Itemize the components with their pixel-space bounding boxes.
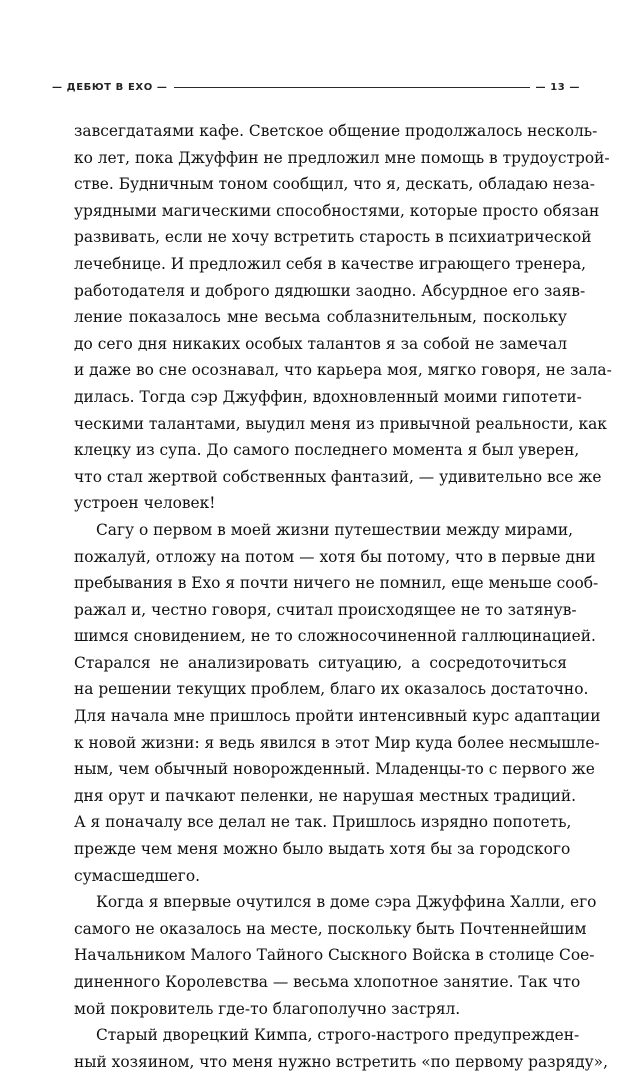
text-line: Когда я впервые очутился в доме сэра Джуффина Халли, его [96, 893, 597, 912]
text-line: устроен человек! [74, 494, 216, 513]
text-line: лечебнице. И предложил себя в качестве играющего тренера, [74, 254, 587, 273]
text-line: Начальником Малого Тайного Сыскного Войска в столице Сое- [74, 946, 595, 965]
text-line: к новой жизни: я ведь явился в этот Мир куда более несмышле- [74, 733, 600, 752]
text-line: А я поначалу все делал не так. Пришлось изрядно попотеть, [74, 813, 572, 832]
text-line: самого не оказалось на месте, поскольку быть Почтеннейшим [74, 919, 587, 938]
text-line: Для начала мне пришлось пройти интенсивный курс адаптации [74, 707, 601, 726]
text-line: дилась. Тогда сэр Джуффин, вдохновленный моими гипотети- [74, 387, 582, 406]
text-line: до сего дня никаких особых талантов я за собой не замечал [74, 334, 567, 353]
text-line: шимся сновидением, не то сложносочиненной галлюцинацией. [74, 627, 596, 646]
text-line: ным, чем обычный новорожденный. Младенцы-то с первого же [74, 760, 595, 779]
paragraph [74, 118, 612, 517]
paragraph [74, 889, 597, 1022]
text-line: пребывания в Ехо я почти ничего не помнил, еще меньше сооб- [74, 574, 599, 593]
text-line: работодателя и доброго дядюшки заодно. Абсурдное его заяв- [74, 281, 586, 300]
text-line: ческими талантами, выудил меня из привычной реальности, как [74, 414, 607, 433]
text-line: мой покровитель где-то благополучно застрял. [74, 999, 461, 1018]
text-line: Старался не анализировать ситуацию, а сосредоточиться [74, 653, 567, 672]
page-number: — 13 — [530, 78, 580, 98]
text-line: урядными магическими способностями, которые просто обязан [74, 201, 600, 220]
running-head: — ДЕБЮТ В ЕХО — [52, 78, 174, 98]
text-line: прежде чем меня можно было выдать хотя бы за городского [74, 840, 571, 859]
text-line: Старый дворецкий Кимпа, строго-настрого предупрежден- [96, 1026, 580, 1045]
text-line: ражал и, честно говоря, считал происходящее не то затянув- [74, 600, 577, 619]
text-line: на решении текущих проблем, благо их оказалось достаточно. [74, 680, 589, 699]
page-header [52, 78, 580, 98]
paragraph [74, 1022, 608, 1075]
text-line: дня орут и пачкают пеленки, не нарушая местных традиций. [74, 786, 577, 805]
text-line: ление показалось мне весьма соблазнительным, поскольку [74, 308, 567, 327]
text-line: сумасшедшего. [74, 866, 200, 885]
text-line: пожалуй, отложу на потом — хотя бы потому, что в первые дни [74, 547, 596, 566]
text-line: клецку из супа. До самого последнего момента я был уверен, [74, 441, 580, 460]
text-line: ный хозяином, что меня нужно встретить «по первому разряду», [74, 1052, 608, 1071]
paragraph [74, 517, 601, 889]
body-text [74, 118, 612, 1075]
text-line: и даже во сне осознавал, что карьера моя, мягко говоря, не зала- [74, 361, 612, 380]
text-line: завсегдатаями кафе. Светское общение продолжалось несколь- [74, 122, 598, 140]
text-line: ко лет, пока Джуффин не предложил мне помощь в трудоустрой- [74, 148, 610, 167]
text-line: стве. Будничным тоном сообщил, что я, дескать, обладаю неза- [74, 175, 595, 194]
text-line: диненного Королевства — весьма хлопотное занятие. Так что [74, 973, 581, 991]
text-line: что стал жертвой собственных фантазий, — удивительно все же [74, 467, 602, 486]
text-line: развивать, если не хочу встретить старость в психиатрической [74, 228, 592, 247]
text-line: Сагу о первом в моей жизни путешествии между мирами, [96, 520, 574, 539]
